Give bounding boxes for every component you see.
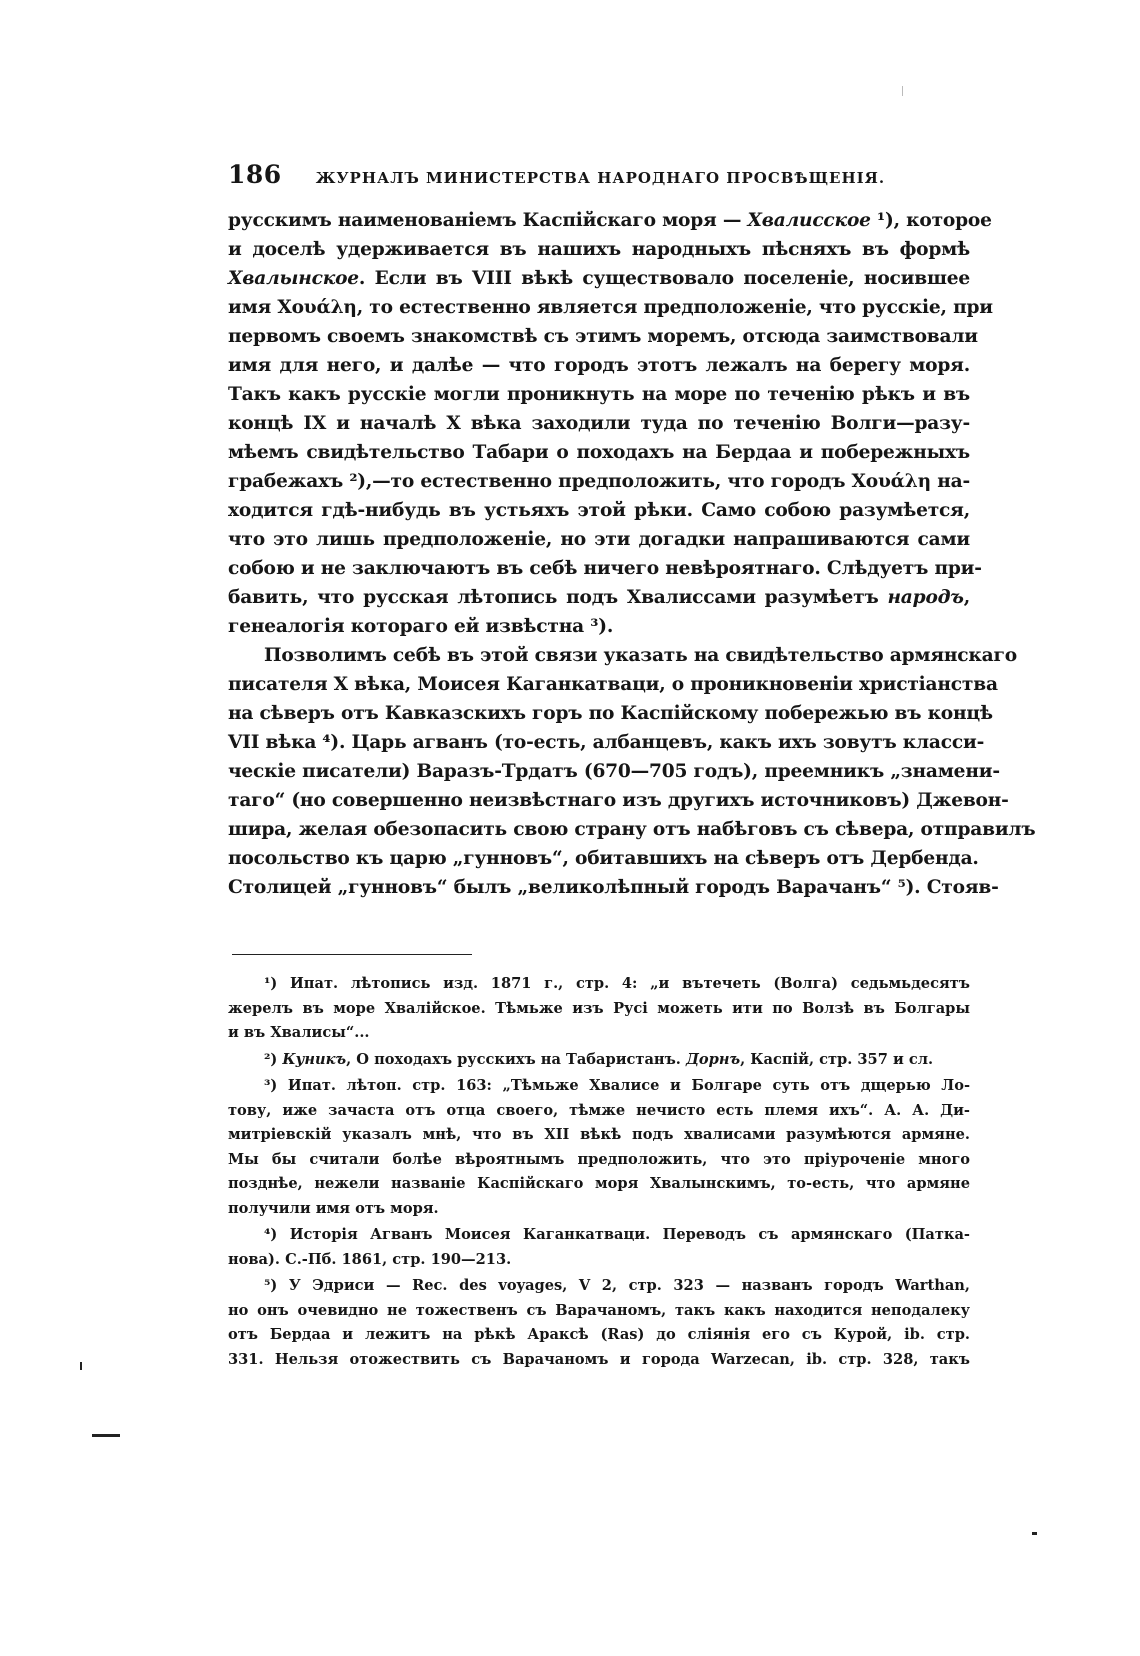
paragraph-2 [228,641,1036,902]
text-line: но онъ очевидно не тожественъ съ Варачаномъ, такъ какъ находится неподалеку [228,1301,970,1319]
text-line: таго“ (но совершенно неизвѣстнаго изъ другихъ источниковъ) Джевон- [228,790,1009,811]
page-number: 186 [228,160,282,189]
text-line: отъ Бердаа и лежитъ на рѣкѣ Араксѣ (Ras) до сліянія его съ Курой, ib. стр. [228,1326,970,1343]
footnote-1 [228,972,970,1046]
text-line: нова). С.-Пб. 1861, стр. 190—213. [228,1250,512,1268]
text-line: писателя X вѣка, Моисея Каганкатваци, о проникновеніи христіанства [228,674,998,695]
text-line: жерелъ въ море Хвалійское. Тѣмьже изъ Русі можеть ити по Волзѣ въ Болгары [228,999,970,1017]
page-header [228,160,978,192]
text-line: митріевскій указалъ мнѣ, что въ XII вѣкѣ подъ хвалисами разумѣются армяне. [228,1126,970,1143]
text-line: ⁵) У Эдриси — Rec. des voyages, V 2, стр. 323 — названъ городъ Warthan, [264,1277,970,1294]
scan-mark [902,86,903,96]
scan-mark [1032,1532,1037,1535]
text-line: тову, иже зачаста отъ отца своего, тѣмже нечисто есть племя ихъ“. А. А. Ди- [228,1101,970,1119]
body-text [228,206,1036,902]
text-line: ходится гдѣ-нибудь въ устьяхъ этой рѣки. Само собою разумѣется, [228,500,970,521]
text-line: ⁴) Исторія Агванъ Моисея Каганкатваци. Переводъ съ армянскаго (Патка- [264,1226,970,1243]
text-line: Такъ какъ русскіе могли проникнуть на море по теченію рѣкъ и въ [228,384,970,405]
text-line: и въ Хвалисы“... [228,1024,370,1041]
paragraph-1 [228,206,993,641]
text-line: первомъ своемъ знакомствѣ съ этимъ моремъ, отсюда заимствовали [228,326,978,347]
text-line: позднѣе, нежели названіе Каспійскаго моря Хвалынскимъ, то-есть, что армяне [228,1175,970,1192]
text-line: русскимъ наименованіемъ Каспійскаго моря — Хвалисское ¹), которое [228,210,992,231]
text-line: бавить, что русская лѣтопись подъ Хвалиссами разумѣетъ народъ, [228,587,970,608]
text-line: и доселѣ удерживается въ нашихъ народныхъ пѣсняхъ въ формѣ [228,239,970,260]
text-line: концѣ IX и началѣ X вѣка заходили туда по теченію Волги—разу- [228,413,970,434]
footnote-2 [228,1048,970,1073]
text-line: получили имя отъ моря. [228,1199,439,1217]
text-line: посольство къ царю „гунновъ“, обитавшихъ на сѣверъ отъ Дербенда. [228,848,979,869]
footnote-5 [228,1274,970,1372]
footnote-separator [232,954,472,955]
text-line: генеалогія котораго ей извѣстна ³). [228,616,614,637]
scan-mark [80,1362,82,1370]
text-line: Столицей „гунновъ“ былъ „великолѣпный городъ Варачанъ“ ⁵). Стояв- [228,877,999,898]
text-line: Мы бы считали болѣе вѣроятнымъ предположить, что это пріуроченіе много [228,1150,970,1168]
text-line: ³) Ипат. лѣтоп. стр. 163: „Тѣмьже Хвалисе и Болгаре суть отъ дщерью Ло- [264,1077,970,1094]
text-line: на сѣверъ отъ Кавказскихъ горъ по Каспійскому побережью въ концѣ [228,703,993,724]
text-line: Позволимъ себѣ въ этой связи указать на свидѣтельство армянскаго [264,645,1017,666]
text-line: что это лишь предположеніе, но эти догадки напрашиваются сами [228,529,970,550]
running-title: ЖУРНАЛЪ МИНИСТЕРСТВА НАРОДНАГО ПРОСВѢЩЕНІЯ. [315,169,886,187]
text-line: VII вѣка ⁴). Царь агванъ (то-есть, албанцевъ, какъ ихъ зовутъ класси- [228,732,985,753]
text-line: имя для него, и далѣе — что городъ этотъ лежалъ на берегу моря. [228,355,970,376]
text-line: шира, желая обезопасить свою страну отъ набѣговъ съ сѣвера, отправилъ [228,819,1036,840]
text-line: ¹) Ипат. лѣтопись изд. 1871 г., стр. 4: „и вътечеть (Волга) седьмьдесятъ [264,975,970,992]
text-line: собою и не заключаютъ въ себѣ ничего невѣроятнаго. Слѣдуетъ при- [228,558,982,579]
text-line: ²) Куникъ, О походахъ русскихъ на Табаристанъ. Дорнъ, Каспій, стр. 357 и сл. [264,1050,934,1068]
footnote-3 [228,1074,970,1221]
footnotes [228,972,970,1374]
footnote-4 [228,1223,970,1272]
text-line: Хвалынское. Если въ VIII вѣкѣ существовало поселеніе, носившее [228,268,970,289]
text-line: мѣемъ свидѣтельство Табари о походахъ на Бердаа и побережныхъ [228,442,970,463]
scan-mark [92,1434,120,1437]
text-line: ческіе писатели) Варазъ-Трдатъ (670—705 годъ), преемникъ „знамени- [228,761,1000,782]
text-line: грабежахъ ²),—то естественно предположить, что городъ Χουάλη на- [228,471,970,492]
text-line: имя Χουάλη, то естественно является предположеніе, что русскіе, при [228,297,993,318]
text-line: 331. Нельзя отожествить съ Варачаномъ и города Warzecan, ib. стр. 328, такъ [228,1350,970,1368]
